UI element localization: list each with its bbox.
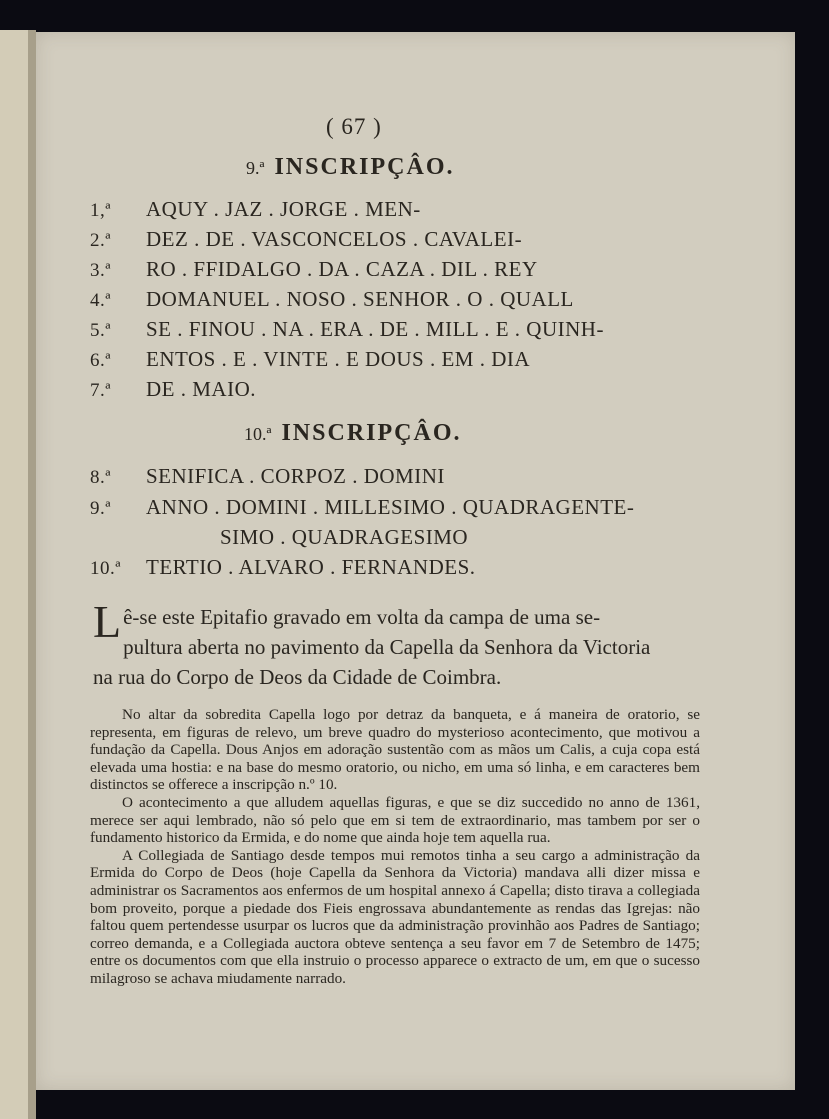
inscription-line <box>90 197 421 222</box>
inscription-10-title: INSCRIPÇÂO. <box>281 420 462 446</box>
line-text: RO . FFIDALGO . DA . CAZA . DIL . REY <box>146 257 538 281</box>
line-number: 6.ª <box>90 350 111 371</box>
inscription-line <box>90 287 574 312</box>
body-paragraph: A Collegiada de Santiago desde tempos mui remotos tinha a seu cargo a administração da Ermida do Corpo de Deos (hoje Capella da Senhora da Victoria) mandava alli dizer missa e administrar os Sacramentos aos enfermos de um hospital annexo á Capella; disto tirava a collegiada bom proveito, porque a piedade dos Fieis engrossava abundantemente as rendas das Igrejas: não faltou quem pertendesse usurpar os lucros que da administração provinhão aos Padres de Santiago; correo demanda, e a Collegiada auctora obteve sentença a seu favor em 7 de Setembro de 1475; entre os documentos com que ella instruio o processo apparece o extracto de um, em que o sucesso milagroso se achava miudamente narrado. <box>90 846 700 987</box>
line-number: 9.ª <box>90 498 111 519</box>
line-number: 10.ª <box>90 558 121 579</box>
inscription-line <box>90 495 634 520</box>
line-text: DE . MAIO. <box>146 377 256 401</box>
line-number: 2.ª <box>90 230 111 251</box>
line-number: 7.ª <box>90 380 111 401</box>
inscription-line <box>90 555 476 580</box>
line-number: 1,ª <box>90 200 111 221</box>
line-number: 3.ª <box>90 260 111 281</box>
inscription-line-continuation: SIMO . QUADRAGESIMO <box>220 525 469 549</box>
epigraph-line: na rua do Corpo de Deos da Cidade de Coimbra. <box>93 665 502 689</box>
inscription-line <box>90 227 522 252</box>
line-text: DEZ . DE . VASCONCELOS . CAVALEI- <box>146 227 523 251</box>
epigraph-line: ê-se este Epitafio gravado em volta da campa de uma se- <box>123 605 601 629</box>
inscription-line <box>90 257 538 282</box>
line-text: AQUY . JAZ . JORGE . MEN- <box>146 197 421 221</box>
inscription-9-heading <box>246 154 454 181</box>
left-page-shadow <box>28 30 36 1119</box>
inscription-line <box>90 317 604 342</box>
line-number: 8.ª <box>90 467 111 488</box>
drop-cap: L <box>93 596 122 647</box>
epigraph-paragraph <box>93 596 698 692</box>
page-number: ( 67 ) <box>326 114 382 139</box>
inscription-line <box>90 347 530 372</box>
line-text: ANNO . DOMINI . MILLESIMO . QUADRAGENTE- <box>146 495 635 519</box>
epigraph-line: pultura aberta no pavimento da Capella da Senhora da Victoria <box>123 635 651 659</box>
line-text: DOMANUEL . NOSO . SENHOR . O . QUALL <box>146 287 574 311</box>
line-number: 4.ª <box>90 290 111 311</box>
inscription-10-heading <box>244 420 461 447</box>
inscription-10-ordinal: 10.ª <box>244 424 272 444</box>
inscription-9-title: INSCRIPÇÂO. <box>274 154 455 180</box>
body-paragraph: No altar da sobredita Capella logo por detraz da banqueta, e á maneira de oratorio, se representa, em figuras de relevo, um breve quadro do mysterioso acontecimento, que motivou a fundação da Capella. Dous Anjos em adoração sustentão com as mãos um Calis, a cuja copa está elevada uma hostia: e na base do mesmo oratorio, ou nicho, em uma só linha, e em caracteres bem distinctos se offerece a inscripção n.º 10. <box>90 706 700 794</box>
body-text <box>90 706 700 988</box>
body-paragraph: O acontecimento a que alludem aquellas figuras, e que se diz succedido no anno de 1361, merece ser aqui lembrado, não só pelo que em si tem de extraordinario, mas tambem por ser o fundamento historico da Ermida, e do nome que ainda hoje tem aquella rua. <box>90 793 700 847</box>
line-text: TERTIO . ALVARO . FERNANDES. <box>146 555 476 579</box>
inscription-line <box>90 377 256 402</box>
inscription-line <box>90 464 445 489</box>
book-page <box>36 32 795 1090</box>
line-text: SE . FINOU . NA . ERA . DE . MILL . E . QUINH- <box>146 317 604 341</box>
line-number: 5.ª <box>90 320 111 341</box>
line-text: SENIFICA . CORPOZ . DOMINI <box>146 464 445 488</box>
inscription-9-ordinal: 9.ª <box>246 158 265 178</box>
line-text: ENTOS . E . VINTE . E DOUS . EM . DIA <box>146 347 531 371</box>
